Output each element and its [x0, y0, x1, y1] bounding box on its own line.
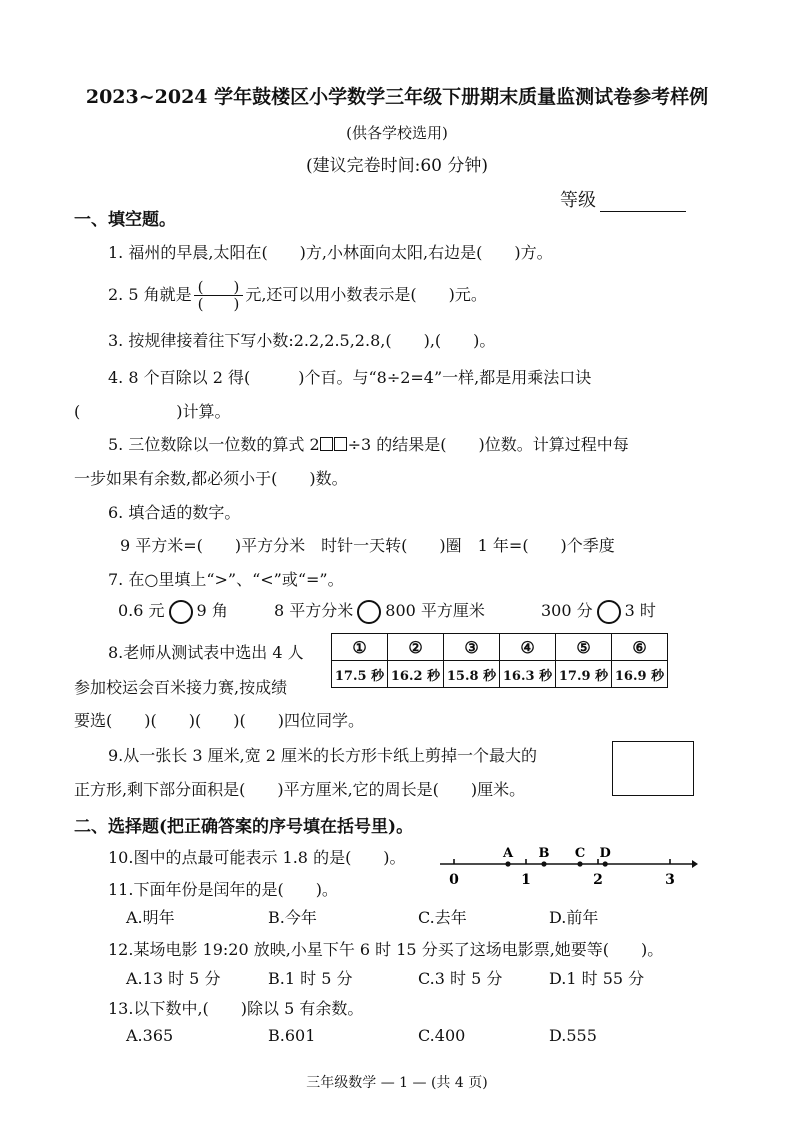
table-cell: ②	[388, 634, 444, 661]
square-blank	[334, 437, 347, 451]
question-2-prefix: 2. 5 角就是	[108, 285, 192, 304]
table-cell: ⑥	[612, 634, 668, 661]
question-9-line1: 9.从一张长 3 厘米,宽 2 厘米的长方形卡纸上剪掉一个最大的	[108, 746, 538, 765]
question-5-line2: 一步如果有余数,都必须小于( )数。	[74, 469, 348, 488]
question-4-line1: 4. 8 个百除以 2 得( )个百。与“8÷2=4”一样,都是用乘法口诀	[108, 368, 592, 387]
question-5-prefix: 5. 三位数除以一位数的算式 2	[108, 435, 320, 454]
point-label: C	[574, 846, 586, 861]
rectangle-figure	[612, 741, 694, 796]
q7b-left: 8 平方分米	[274, 601, 354, 620]
point-marker	[577, 861, 582, 866]
q7a-right: 9 角	[196, 601, 228, 620]
number-line	[430, 840, 700, 896]
question-6-items: 9 平方米=( )平方分米 时针一天转( )圈 1 年=( )个季度	[120, 536, 615, 555]
table-row	[332, 634, 668, 661]
fraction-denominator: ( )	[197, 295, 240, 313]
question-3: 3. 按规律接着往下写小数:2.2,2.5,2.8,( ),( )。	[108, 331, 496, 350]
q12-option-c: C.3 时 5 分	[418, 969, 503, 988]
point-label: B	[538, 846, 550, 861]
exam-subtitle: (供各学校选用)	[346, 124, 448, 142]
question-10: 10.图中的点最可能表示 1.8 的是( )。	[108, 848, 406, 867]
exam-title: 2023~2024 学年鼓楼区小学数学三年级下册期末质量监测试卷参考样例	[85, 86, 709, 108]
point-marker	[541, 861, 546, 866]
q12-option-d: D.1 时 55 分	[549, 969, 645, 988]
question-8-line1: 8.老师从测试表中选出 4 人	[108, 643, 304, 662]
square-blank	[320, 437, 333, 451]
question-7-item-c	[541, 598, 656, 624]
question-12: 12.某场电影 19:20 放映,小星下午 6 时 15 分买了这场电影票,她要等( )。	[108, 940, 664, 959]
page-footer: 三年级数学 — 1 — (共 4 页)	[306, 1075, 488, 1091]
question-7: 7. 在○里填上“>”、“<”或“=”。	[108, 570, 344, 589]
grade-label: 等级	[560, 190, 596, 211]
table-row	[332, 661, 668, 688]
q13-option-c: C.400	[418, 1026, 466, 1045]
question-2-suffix: 元,还可以用小数表示是( )元。	[245, 285, 487, 304]
q11-option-a: A.明年	[126, 908, 175, 927]
table-cell: 17.5 秒	[332, 661, 388, 688]
table-cell: ③	[444, 634, 500, 661]
question-8-line3: 要选( )( )( )( )四位同学。	[74, 711, 364, 730]
compare-circle	[357, 600, 381, 624]
question-11: 11.下面年份是闰年的是( )。	[108, 880, 338, 899]
table-cell: ①	[332, 634, 388, 661]
q11-option-b: B.今年	[268, 908, 317, 927]
table-cell: 16.2 秒	[388, 661, 444, 688]
q13-option-d: D.555	[549, 1026, 597, 1045]
question-9-line2: 正方形,剩下部分面积是( )平方厘米,它的周长是( )厘米。	[74, 780, 526, 799]
point-marker	[603, 861, 608, 866]
q13-option-b: B.601	[268, 1026, 316, 1045]
q7c-right: 3 时	[624, 601, 656, 620]
q11-option-c: C.去年	[418, 908, 467, 927]
point-marker	[505, 861, 510, 866]
table-cell: 17.9 秒	[556, 661, 612, 688]
table-cell: ④	[500, 634, 556, 661]
question-1: 1. 福州的早晨,太阳在( )方,小林面向太阳,右边是( )方。	[108, 243, 553, 262]
compare-circle	[169, 600, 193, 624]
q13-option-a: A.365	[126, 1026, 174, 1045]
question-5-line1	[108, 432, 629, 455]
fraction-blank	[194, 279, 244, 312]
q12-option-b: B.1 时 5 分	[268, 969, 353, 988]
question-6: 6. 填合适的数字。	[108, 503, 241, 522]
question-4-line2: ( )计算。	[74, 402, 231, 421]
compare-circle	[597, 600, 621, 624]
point-label: A	[502, 846, 514, 861]
q12-option-a: A.13 时 5 分	[126, 969, 221, 988]
q11-option-d: D.前年	[549, 908, 599, 927]
fraction-numerator: ( )	[194, 279, 244, 296]
q7a-left: 0.6 元	[118, 601, 165, 620]
question-5-suffix: ÷3 的结果是( )位数。计算过程中每	[347, 435, 629, 454]
question-8-line2: 参加校运会百米接力赛,按成绩	[74, 678, 288, 697]
table-cell: 16.9 秒	[612, 661, 668, 688]
tick-label: 1	[521, 872, 531, 888]
q7b-right: 800 平方厘米	[385, 601, 485, 620]
tick-label: 0	[449, 872, 459, 888]
question-7-item-a	[118, 598, 228, 624]
grade-blank	[600, 195, 686, 212]
arrow-head-icon	[692, 860, 698, 868]
tick-label: 3	[665, 872, 675, 888]
section2-heading: 二、选择题(把正确答案的序号填在括号里)。	[74, 817, 414, 837]
table-cell: ⑤	[556, 634, 612, 661]
tick-label: 2	[593, 872, 603, 888]
question-7-item-b	[274, 598, 485, 624]
q7c-left: 300 分	[541, 601, 593, 620]
grade-field	[560, 186, 686, 212]
test-results-table	[331, 633, 668, 688]
table-cell: 16.3 秒	[500, 661, 556, 688]
point-label: D	[599, 846, 611, 861]
time-note: (建议完卷时间:60 分钟)	[305, 156, 489, 176]
question-2	[108, 279, 487, 312]
question-13: 13.以下数中,( )除以 5 有余数。	[108, 999, 364, 1018]
table-cell: 15.8 秒	[444, 661, 500, 688]
section1-heading: 一、填空题。	[74, 210, 176, 230]
